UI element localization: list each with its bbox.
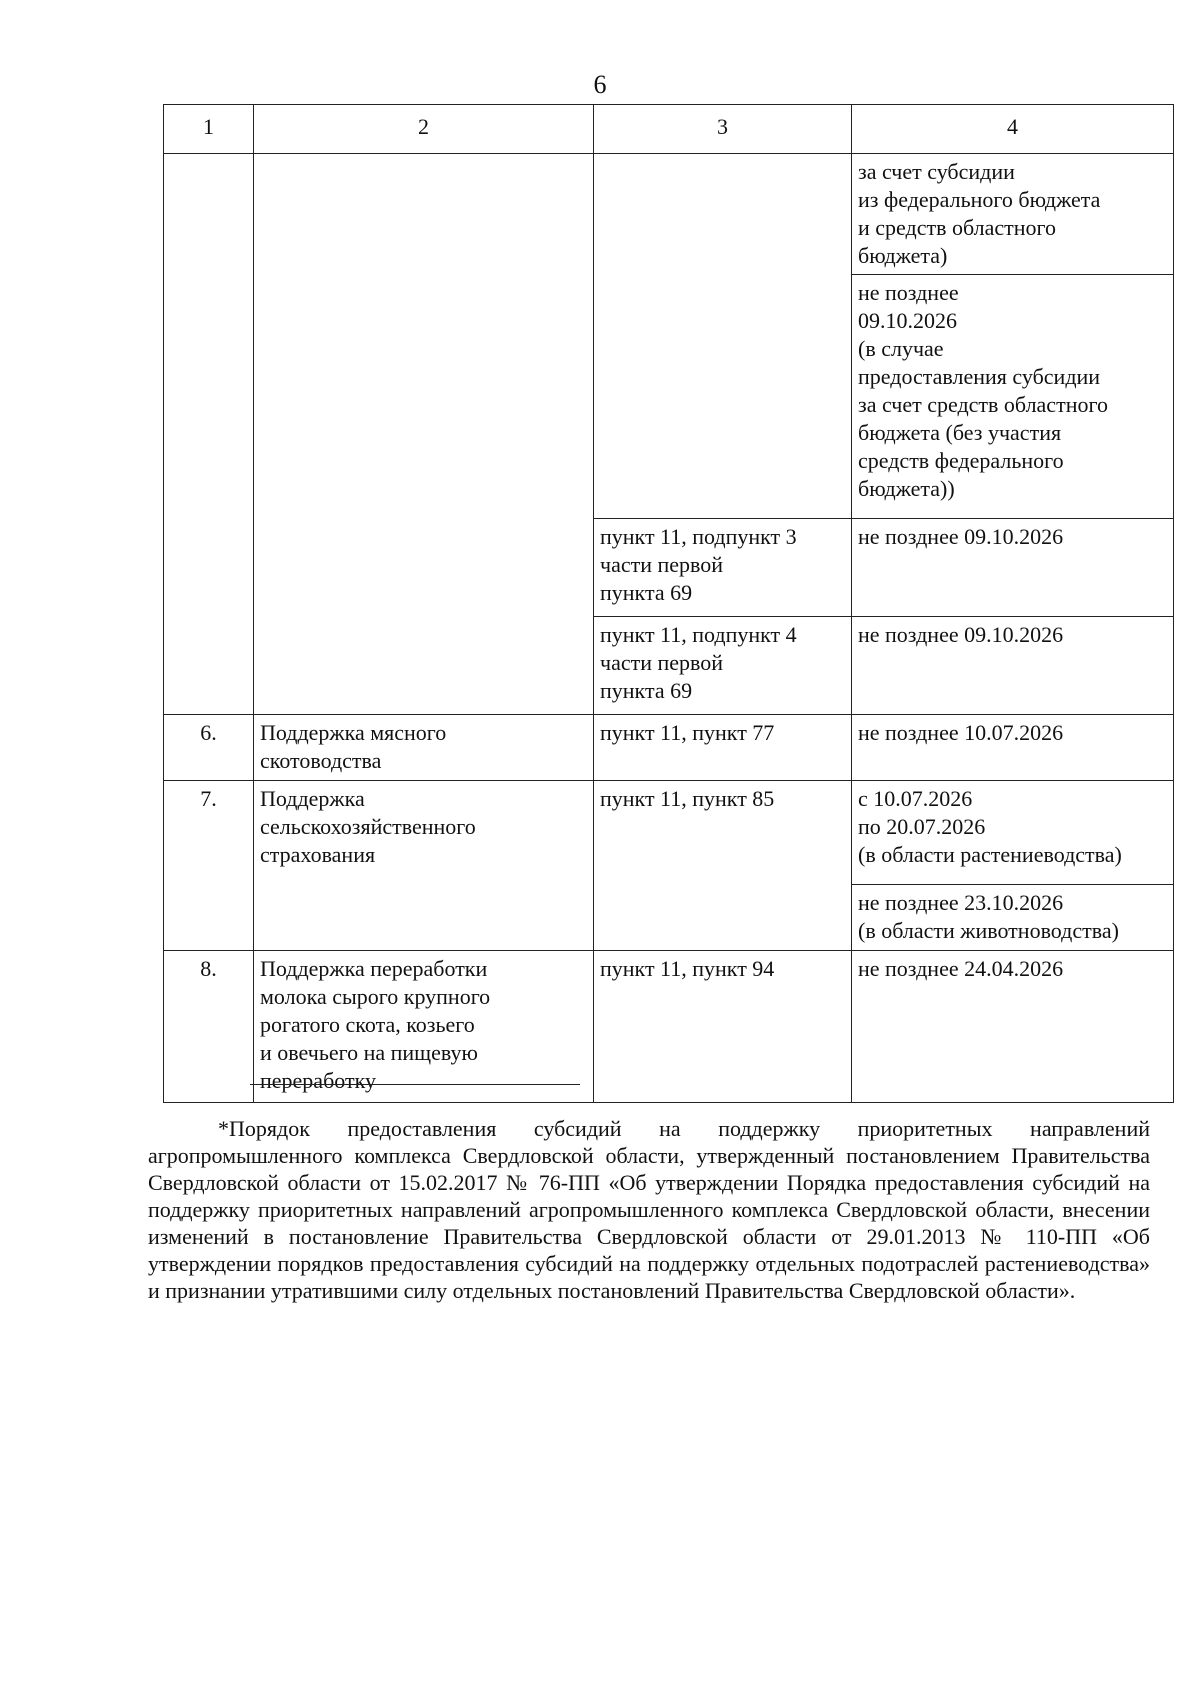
deadline-text: не позднее 09.10.2026 (в случае предоставления субсидии за счет средств областного бюджета (без участия средств федерального бюджета)) — [858, 280, 1108, 501]
continued-number-cell — [164, 154, 254, 715]
column-header-4: 4 — [852, 105, 1174, 154]
ref-text: пункт 11, пункт 85 — [600, 786, 775, 811]
row-number: 7. — [164, 781, 254, 951]
ref-cell — [594, 781, 852, 951]
footnote-text: *Порядок предоставления субсидий на поддержку приоритетных направлений агропромышленного комплекса Свердловской области, утвержденный постановлением Правительства Свердловской области от 15.02.2017 № 76-ПП «Об утверждении Порядка предоставления субсидий на поддержку приоритетных направлений агропромышленного комплекса Свердловской области, внесении изменений в постановление Правительства Свердловской области от 29.01.2013 № 110-ПП «Об утверждении порядков предоставления субсидий на поддержку отдельных подотраслей растениеводства» и признании утратившими силу отдельных постановлений Правительства Свердловской области». — [148, 1116, 1150, 1303]
ref-text: пункт 11, подпункт 3 части первой пункта 69 — [600, 524, 797, 605]
deadline-cell — [852, 275, 1174, 519]
deadline-cell — [852, 715, 1174, 781]
deadline-text: не позднее 09.10.2026 — [858, 622, 1064, 647]
column-header-3: 3 — [594, 105, 852, 154]
deadline-text: с 10.07.2026 по 20.07.2026 (в области растениеводства) — [858, 786, 1122, 867]
row-number: 6. — [164, 715, 254, 781]
footnote-divider — [250, 1084, 580, 1085]
measure-name-cell — [254, 781, 594, 951]
deadline-text: не позднее 09.10.2026 — [858, 524, 1064, 549]
ref-text: пункт 11, пункт 77 — [600, 720, 775, 745]
measure-name-cell — [254, 951, 594, 1103]
continued-ref-cell — [594, 154, 852, 519]
row-number: 8. — [164, 951, 254, 1103]
deadline-cell — [852, 519, 1174, 617]
ref-cell — [594, 951, 852, 1103]
deadline-cell — [852, 617, 1174, 715]
ref-cell — [594, 519, 852, 617]
page-number: 6 — [593, 70, 607, 99]
ref-cell — [594, 617, 852, 715]
deadline-cell — [852, 885, 1174, 951]
table-header-row — [164, 105, 1174, 154]
deadline-text: за счет субсидии из федерального бюджета и средств областного бюджета) — [858, 159, 1101, 268]
deadline-cell — [852, 951, 1174, 1103]
subsidy-deadlines-table — [163, 104, 1174, 1103]
ref-cell — [594, 715, 852, 781]
deadline-text: не позднее 24.04.2026 — [858, 956, 1064, 981]
table-row — [164, 154, 1174, 275]
measure-name-cell — [254, 715, 594, 781]
table-row — [164, 951, 1174, 1103]
deadline-cell — [852, 154, 1174, 275]
continued-name-cell — [254, 154, 594, 715]
measure-name: Поддержка переработки молока сырого крупного рогатого скота, козьего и овечьего на пищевую переработку — [260, 956, 491, 1093]
deadline-cell — [852, 781, 1174, 885]
deadline-text: не позднее 23.10.2026 (в области животноводства) — [858, 890, 1119, 943]
column-header-2: 2 — [254, 105, 594, 154]
measure-name: Поддержка мясного скотоводства — [260, 720, 447, 773]
ref-text: пункт 11, подпункт 4 части первой пункта 69 — [600, 622, 797, 703]
table-row — [164, 781, 1174, 885]
measure-name: Поддержка сельскохозяйственного страхования — [260, 786, 476, 867]
ref-text: пункт 11, пункт 94 — [600, 956, 775, 981]
deadline-text: не позднее 10.07.2026 — [858, 720, 1064, 745]
table-row — [164, 715, 1174, 781]
column-header-1: 1 — [164, 105, 254, 154]
